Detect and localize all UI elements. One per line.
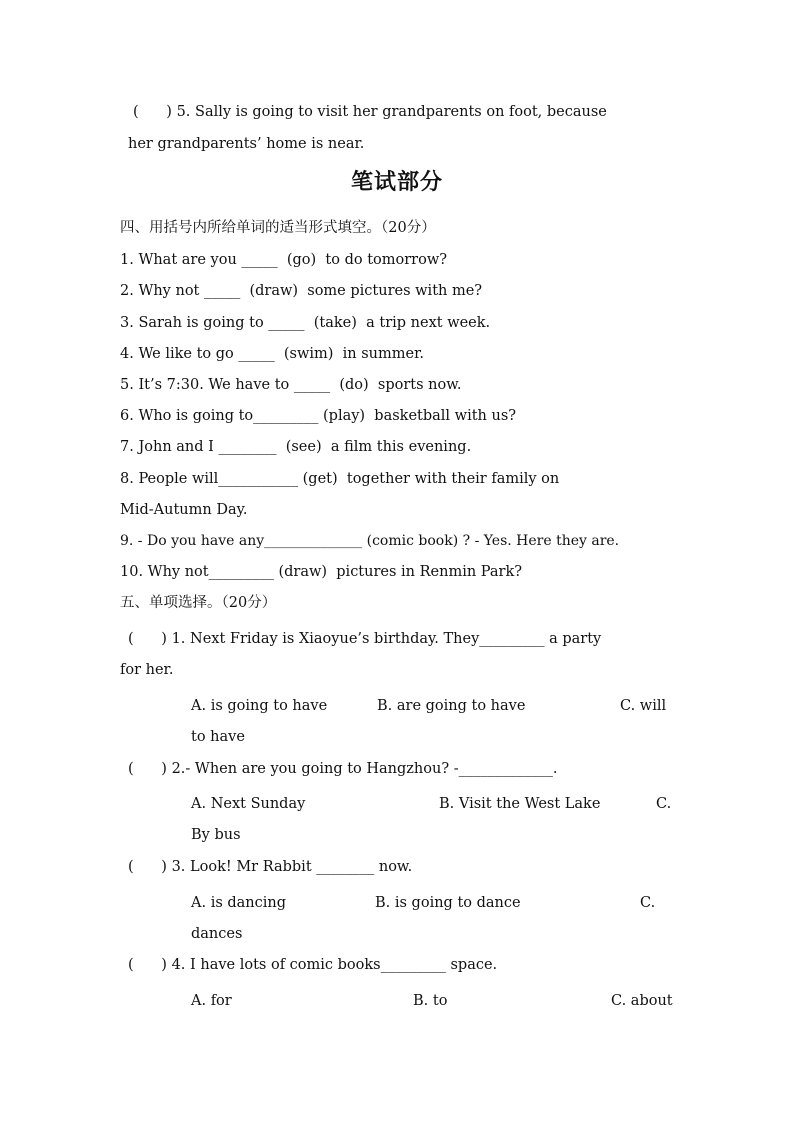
choice-q1-option-b: B. are going to have xyxy=(377,698,526,714)
fill-item-3: 3. Sarah is going to _____ (take) a trip next week. xyxy=(120,315,491,331)
choice-q2-option-c: C. xyxy=(656,796,672,812)
choice-q1-option-a: A. is going to have xyxy=(191,698,328,714)
choice-q4-option-b: B. to xyxy=(413,993,448,1009)
fill-item-8-wrap: Mid-Autumn Day. xyxy=(120,502,248,518)
fill-item-8: 8. People will___________ (get) together with their family on xyxy=(120,471,560,487)
choice-q3-option-b: B. is going to dance xyxy=(375,895,521,911)
fill-item-9: 9. - Do you have any______________ (comic book) ? - Yes. Here they are. xyxy=(120,533,620,549)
fill-item-10: 10. Why not_________ (draw) pictures in Renmin Park? xyxy=(120,564,523,580)
choice-q3-option-c: C. xyxy=(640,895,656,911)
choice-q3-option-c-wrap: dances xyxy=(191,926,243,942)
question-5-line-2: her grandparents’ home is near. xyxy=(128,136,365,152)
section-5-heading: 五、单项选择。（20分） xyxy=(120,595,277,611)
choice-q1-option-c: C. will xyxy=(620,698,667,714)
fill-item-6: 6. Who is going to_________ (play) basketball with us? xyxy=(120,408,517,424)
question-5-line-1: ( ) 5. Sally is going to visit her grandparents on foot, because xyxy=(133,104,607,120)
choice-q4-option-a: A. for xyxy=(191,993,232,1009)
choice-q4-line: ( ) 4. I have lots of comic books_________ space. xyxy=(128,957,498,973)
choice-q2-option-b: B. Visit the West Lake xyxy=(439,796,601,812)
fill-item-5: 5. It’s 7:30. We have to _____ (do) sports now. xyxy=(120,377,462,393)
fill-item-1: 1. What are you _____ (go) to do tomorrow? xyxy=(120,252,448,268)
choice-q2-line: ( ) 2.- When are you going to Hangzhou? -_____________. xyxy=(128,761,558,777)
choice-q3-line: ( ) 3. Look! Mr Rabbit ________ now. xyxy=(128,859,413,875)
choice-q1-line-1: ( ) 1. Next Friday is Xiaoyue’s birthday. They_________ a party xyxy=(128,631,602,647)
section-4-heading: 四、用括号内所给单词的适当形式填空。（20分） xyxy=(120,220,436,236)
choice-q1-line-2: for her. xyxy=(120,662,174,678)
fill-item-7: 7. John and I ________ (see) a film this evening. xyxy=(120,439,472,455)
choice-q4-option-c: C. about xyxy=(611,993,673,1009)
fill-item-4: 4. We like to go _____ (swim) in summer. xyxy=(120,346,425,362)
choice-q3-option-a: A. is dancing xyxy=(191,895,287,911)
fill-item-2: 2. Why not _____ (draw) some pictures with me? xyxy=(120,283,483,299)
choice-q2-option-c-wrap: By bus xyxy=(191,827,241,843)
choice-q2-option-a: A. Next Sunday xyxy=(191,796,306,812)
written-part-title: 笔试部分 xyxy=(350,170,443,195)
choice-q1-option-c-wrap: to have xyxy=(191,729,245,745)
